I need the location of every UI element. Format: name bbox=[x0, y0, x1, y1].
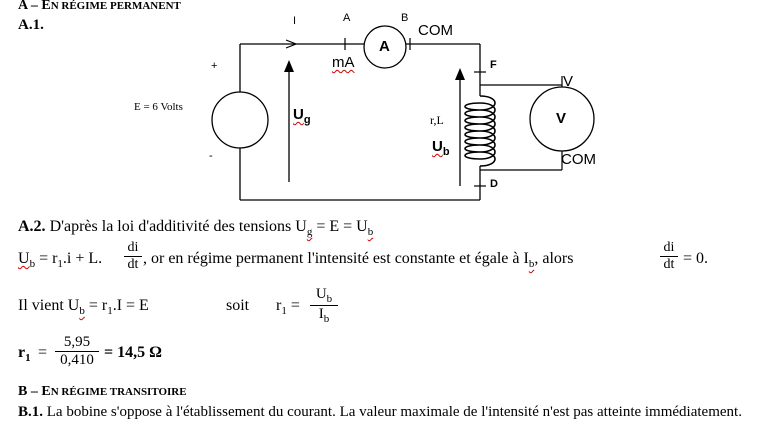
section-a-heading: A – EN RÉGIME PERMANENT bbox=[18, 0, 181, 13]
volt-top-label: V bbox=[563, 73, 574, 90]
plus-sign: + bbox=[211, 60, 218, 72]
a2-paragraph: A.2. D'après la loi d'additivité des tensions $U_g = E = U_b$ bbox=[18, 218, 374, 239]
com-top-label: COM bbox=[418, 22, 453, 39]
di-dt-fraction: $\frac{di}{dt}$ bbox=[124, 240, 142, 273]
coil-rl-label: r,L bbox=[430, 113, 444, 127]
di-dt-fraction-2: $\frac{di}{dt}$ bbox=[660, 240, 678, 273]
point-f-label: F bbox=[490, 59, 497, 71]
numeric-fraction: $\frac{5,95}{0,410}$ bbox=[55, 334, 99, 369]
section-b1-paragraph: B.1. La bobine s'oppose à l'établissement du courant. La valeur maximale de l'intensité n'est pas atteinte immédiatement. bbox=[18, 404, 742, 420]
il-vient-text: Il vient $U_b = r_1.I = E$ bbox=[18, 297, 149, 318]
r1-label: $r_1$ = bbox=[276, 297, 300, 318]
r1-result-equals: = bbox=[38, 344, 48, 361]
ub-equation-end: , or en régime permanent l'intensité est constante et égale à $I_b$, alors bbox=[143, 250, 574, 271]
coil-icon bbox=[465, 96, 495, 166]
section-a1-label: A.1. bbox=[18, 17, 44, 33]
soit-text: soit bbox=[226, 297, 250, 314]
com-bottom-label: COM bbox=[561, 151, 596, 168]
voltage-source-circle bbox=[212, 92, 268, 148]
r1-result-label: $r_1$ bbox=[18, 344, 31, 365]
ub-equation-start: $U_b = r_1.i + L$. bbox=[18, 250, 103, 271]
point-b-label: B bbox=[401, 12, 409, 24]
ub-ib-fraction: $\frac{U_b}{I_b}$ bbox=[310, 286, 338, 325]
source-label: E = 6 Volts bbox=[134, 101, 183, 113]
section-b-heading: B – EN RÉGIME TRANSITOIRE bbox=[18, 384, 187, 399]
ug-label: $U_g$ bbox=[293, 106, 311, 126]
zero-result: = 0. bbox=[683, 250, 709, 267]
point-a-label: A bbox=[343, 12, 351, 24]
ub-label: $U_b$ bbox=[432, 138, 450, 158]
ma-label: mA bbox=[332, 54, 355, 71]
ammeter-label: A bbox=[379, 38, 390, 55]
minus-sign: - bbox=[209, 150, 213, 162]
r1-result-value: = 14,5 Ω bbox=[104, 344, 162, 361]
point-d-label: D bbox=[490, 178, 498, 190]
voltmeter-label: V bbox=[556, 110, 567, 127]
current-label: I bbox=[293, 15, 297, 27]
